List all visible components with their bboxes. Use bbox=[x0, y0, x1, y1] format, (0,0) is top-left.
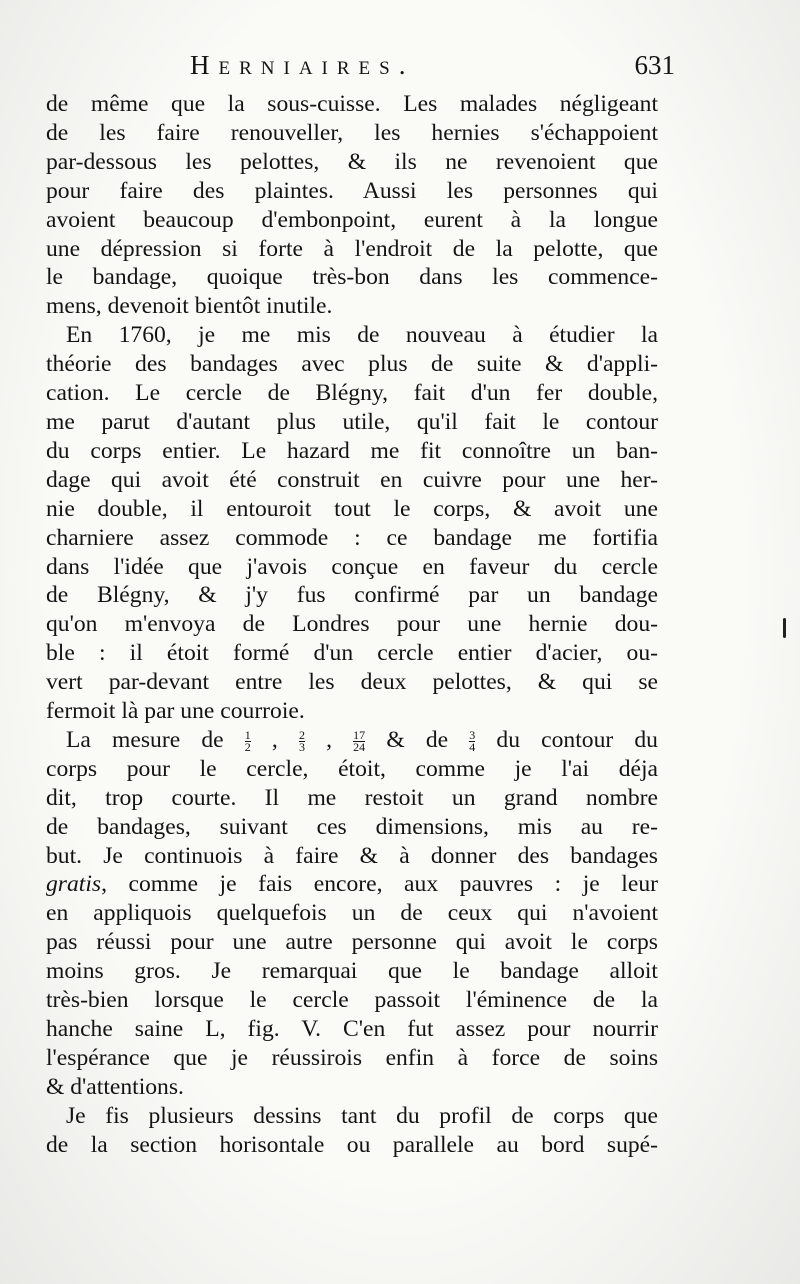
body-text bbox=[46, 90, 658, 1160]
running-title: Herniaires. bbox=[190, 50, 415, 80]
fraction-numerator: 1 bbox=[244, 728, 251, 743]
text-segment: & de bbox=[386, 726, 449, 753]
text-line: & d'attentions. bbox=[46, 1073, 184, 1100]
fraction-denominator: 3 bbox=[298, 740, 305, 755]
fraction bbox=[245, 730, 251, 753]
text-line: de même que la sous-cuisse. Les malades négligeant bbox=[46, 91, 658, 117]
text-line: hanche saine L, fig. V. C'en fut assez pour nourrir bbox=[46, 1016, 658, 1042]
text-line: de Blégny, & j'y fus confirmé par un bandage bbox=[46, 582, 658, 609]
text-line: Je fis plusieurs dessins tant du profil de corps que bbox=[66, 1102, 658, 1129]
italic-word: gratis bbox=[46, 871, 102, 898]
text-segment: , comme je fais encore, aux pauvres : je leur bbox=[101, 871, 658, 898]
text-line: me parut d'autant plus utile, qu'il fait le contour bbox=[46, 408, 658, 435]
text-line: de les faire renouveller, les hernies s'échappoient bbox=[46, 119, 658, 146]
text-line: le bandage, quoique très-bon dans les commence- bbox=[46, 264, 658, 291]
fraction-numerator: 17 bbox=[353, 728, 366, 743]
text-line: corps pour le cercle, étoit, comme je l'ai déja bbox=[46, 755, 658, 782]
text-line-with-italic bbox=[46, 870, 658, 899]
text-line: théorie des bandages avec plus de suite & d'appli- bbox=[46, 351, 658, 378]
text-line: une dépression si forte à l'endroit de la pelotte, que bbox=[46, 235, 658, 262]
text-line: très-bien lorsque le cercle passoit l'éminence de la bbox=[46, 987, 658, 1014]
fraction-denominator: 4 bbox=[469, 740, 476, 755]
fraction-numerator: 2 bbox=[298, 728, 305, 743]
text-line: nie double, il entouroit tout le corps, & avoit une bbox=[46, 495, 658, 522]
text-segment: du contour du bbox=[496, 726, 658, 753]
text-line: dans l'idée que j'avois conçue en faveur du cercle bbox=[46, 553, 658, 580]
text-line: de bandages, suivant ces dimensions, mis au re- bbox=[46, 813, 658, 840]
fraction-denominator: 24 bbox=[353, 740, 366, 755]
text-line: avoient beaucoup d'embonpoint, eurent à la longue bbox=[46, 206, 658, 233]
text-line: pour faire des plaintes. Aussi les personnes qui bbox=[46, 177, 658, 204]
text-line: en appliquois quelquefois un de ceux qui n'avoient bbox=[46, 900, 658, 927]
text-line: ble : il étoit formé d'un cercle entier d'acier, ou- bbox=[46, 640, 658, 667]
text-line: fermoit là par une courroie. bbox=[46, 698, 305, 725]
text-line-with-fractions: La mesure de $\frac{1}{2}$ , $\frac{2}{3}$ , $\frac{17}{24}$ & de $\frac{3}{4}$ du contour du bbox=[66, 726, 658, 755]
margin-mark bbox=[783, 618, 786, 638]
fraction-denominator: 2 bbox=[244, 740, 251, 755]
text-line: mens, devenoit bientôt inutile. bbox=[46, 293, 333, 320]
text-line: du corps entier. Le hazard me fit connoître un ban- bbox=[46, 437, 658, 464]
fraction bbox=[353, 730, 365, 753]
text-line: cation. Le cercle de Blégny, fait d'un fer double, bbox=[46, 380, 658, 407]
text-line: but. Je continuois à faire & à donner des bandages bbox=[46, 842, 658, 869]
fraction bbox=[299, 730, 305, 753]
text-line: pas réussi pour une autre personne qui avoit le corps bbox=[46, 929, 658, 956]
page-number: 631 bbox=[634, 50, 675, 80]
text-line: dage qui avoit été construit en cuivre pour une her- bbox=[46, 466, 658, 493]
text-line: dit, trop courte. Il me restoit un grand nombre bbox=[46, 784, 658, 811]
text-line: par-dessous les pelottes, & ils ne revenoient que bbox=[46, 148, 658, 175]
text-line: moins gros. Je remarquai que le bandage alloit bbox=[46, 958, 658, 985]
text-line: charniere assez commode : ce bandage me fortifia bbox=[46, 524, 658, 551]
text-segment: La mesure de bbox=[66, 726, 224, 753]
text-line: l'espérance que je réussirois enfin à force de soins bbox=[46, 1044, 658, 1071]
fraction bbox=[469, 730, 475, 753]
text-line: vert par-devant entre les deux pelottes, & qui se bbox=[46, 669, 658, 696]
text-line: qu'on m'envoya de Londres pour une hernie dou- bbox=[46, 611, 658, 638]
fraction-numerator: 3 bbox=[469, 728, 476, 743]
text-line: de la section horisontale ou parallele au bord supé- bbox=[46, 1131, 658, 1158]
text-line: En 1760, je me mis de nouveau à étudier la bbox=[66, 322, 658, 349]
running-head bbox=[190, 50, 675, 86]
